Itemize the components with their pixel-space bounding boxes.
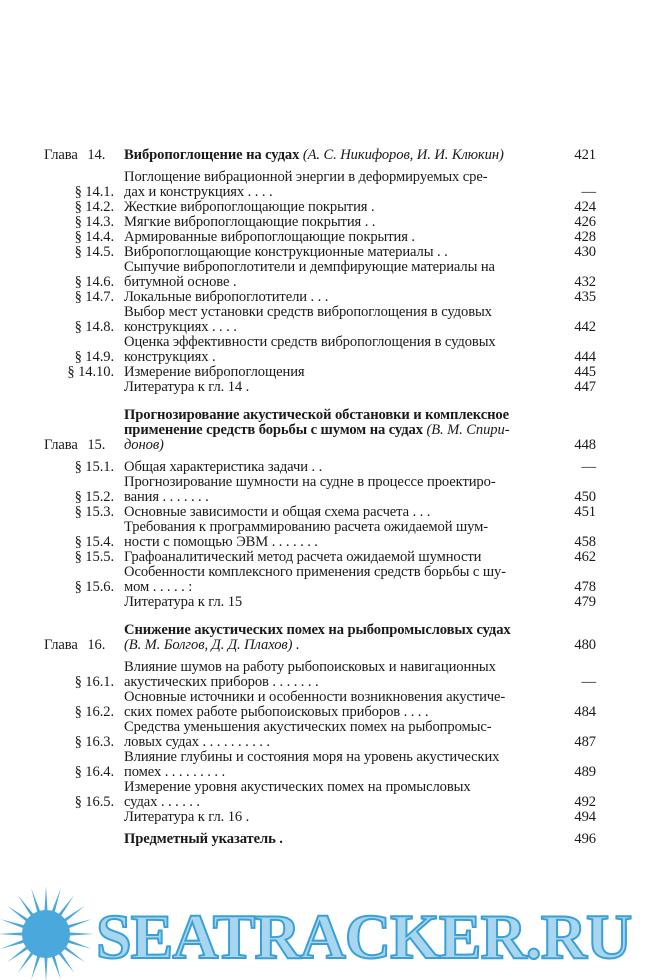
page-number: 489: [574, 764, 596, 780]
table-of-contents: [40, 148, 596, 847]
title-line: Прогнозирование акустической обстановки и комплексное: [124, 407, 509, 423]
entry-title: [124, 780, 552, 810]
entry-number: § 14.5.: [74, 244, 114, 260]
section-entry: [40, 335, 596, 365]
section-entry: [40, 460, 596, 475]
entry-title: [124, 623, 552, 653]
section-entry: [40, 505, 596, 520]
title-line: Сыпучие вибропоглотители и демпфирующие материалы на: [124, 259, 495, 275]
entry-title: [124, 230, 552, 245]
page-number: 447: [574, 379, 596, 395]
section-entry: [40, 780, 596, 810]
title-line: Мягкие вибропоглощающие покрытия . .: [124, 214, 376, 230]
entry-number: § 14.8.: [74, 319, 114, 335]
title-line: Локальные вибропоглотители . . .: [124, 289, 329, 305]
entry-title: [124, 520, 552, 550]
section-entry: [40, 200, 596, 215]
sun-logo-icon: [0, 880, 98, 980]
page-number: 428: [574, 229, 596, 245]
title-line: Оценка эффективности средств вибропоглощения в судовых: [124, 334, 496, 350]
page-number: 448: [574, 437, 596, 453]
entry-number: § 16.5.: [74, 794, 114, 810]
title-text: применение средств борьбы с шумом на судах: [124, 422, 423, 438]
page-number: 442: [574, 319, 596, 335]
watermark: [0, 880, 100, 980]
title-line: Литература к гл. 15: [124, 594, 243, 610]
page-number: 445: [574, 364, 596, 380]
entry-title: [124, 290, 552, 305]
section-entry: [40, 750, 596, 780]
section-entry: [40, 365, 596, 380]
section-entry: [40, 215, 596, 230]
entry-number: § 16.1.: [74, 674, 114, 690]
entry-title: [124, 200, 552, 215]
title-line: Вибропоглощающие конструкционные материалы . .: [124, 244, 448, 260]
title-line: акустических приборов . . . . . . .: [124, 674, 319, 690]
page-number: 462: [574, 549, 596, 565]
section-entry: [40, 520, 596, 550]
title-line: Армированные вибропоглощающие покрытия .: [124, 229, 415, 245]
entry-title: [124, 550, 552, 565]
entry-title: [124, 460, 552, 475]
title-line: судах . . . . . .: [124, 794, 200, 810]
title-line: помех . . . . . . . . .: [124, 764, 226, 780]
title-line: Литература к гл. 14 .: [124, 379, 250, 395]
title-line: ловых судах . . . . . . . . . .: [124, 734, 270, 750]
entry-title: [124, 245, 552, 260]
title-line: Основные источники и особенности возникновения акустиче-: [124, 689, 506, 705]
entry-number: § 15.4.: [74, 534, 114, 550]
entry-title: [124, 690, 552, 720]
title-line: конструкциях . . . .: [124, 319, 237, 335]
entry-title: [124, 170, 552, 200]
page-number: 492: [574, 794, 596, 810]
entry-number: § 14.9.: [74, 349, 114, 365]
entry-number: § 16.2.: [74, 704, 114, 720]
title-line: [124, 423, 552, 438]
entry-title: [124, 832, 552, 847]
entry-title: [124, 475, 552, 505]
entry-number: § 14.3.: [74, 214, 114, 230]
section-entry: [40, 290, 596, 305]
page-number: 444: [574, 349, 596, 365]
page-number: —: [581, 674, 596, 690]
entry-number: § 14.6.: [74, 274, 114, 290]
entry-title: [124, 305, 552, 335]
entry-number: Глава 16.: [44, 637, 106, 653]
section-entry: [40, 245, 596, 260]
entry-title: [124, 505, 552, 520]
section-entry: [40, 230, 596, 245]
entry-title: [124, 750, 552, 780]
entry-number: § 15.1.: [74, 459, 114, 475]
entry-title: [124, 365, 552, 380]
title-line: Общая характеристика задачи . .: [124, 459, 323, 475]
entry-title: [124, 720, 552, 750]
title-line: Влияние шумов на работу рыбопоисковых и навигационных: [124, 659, 496, 675]
entry-number: § 15.6.: [74, 579, 114, 595]
entry-number: Глава 15.: [44, 437, 106, 453]
entry-title: [124, 660, 552, 690]
page-number: 435: [574, 289, 596, 305]
title-line: Литература к гл. 16 .: [124, 809, 250, 825]
title-line: Предметный указатель .: [124, 831, 283, 847]
entry-number: § 16.3.: [74, 734, 114, 750]
entry-number: § 15.3.: [74, 504, 114, 520]
section-entry: [40, 305, 596, 335]
title-line: конструкциях .: [124, 349, 216, 365]
section-entry: [40, 595, 596, 610]
entry-title: [124, 148, 552, 163]
title-line: Выбор мест установки средств вибропоглощения в судовых: [124, 304, 492, 320]
title-line: ности с помощью ЭВМ . . . . . . .: [124, 534, 318, 550]
title-line: ских помех работе рыбопоисковых приборов . . . .: [124, 704, 429, 720]
entry-title: [124, 595, 552, 610]
entry-number: § 14.2.: [74, 199, 114, 215]
entry-number: § 14.1.: [74, 184, 114, 200]
title-line: Основные зависимости и общая схема расчета . . .: [124, 504, 431, 520]
entry-title: [124, 408, 552, 453]
authors: (В. М. Спири-: [426, 422, 510, 438]
title-line: Жесткие вибропоглощающие покрытия .: [124, 199, 375, 215]
entry-title: [124, 215, 552, 230]
section-entry: [40, 565, 596, 595]
entry-title: [124, 565, 552, 595]
page-number: 487: [574, 734, 596, 750]
entry-title: [124, 335, 552, 365]
title-line: дах и конструкциях . . . .: [124, 184, 273, 200]
entry-number: § 14.10.: [67, 364, 114, 380]
authors: (А. С. Никифоров, И. И. Клюкин): [302, 147, 504, 163]
section-entry: [40, 380, 596, 395]
title-line: Измерение вибропоглощения: [124, 364, 305, 380]
entry-title: [124, 260, 552, 290]
entry-title: [124, 380, 552, 395]
section-entry: [40, 660, 596, 690]
page-number: 426: [574, 214, 596, 230]
title-line: вания . . . . . . .: [124, 489, 209, 505]
section-entry: [40, 690, 596, 720]
entry-number: § 16.4.: [74, 764, 114, 780]
section-entry: [40, 475, 596, 505]
title-line: Требования к программированию расчета ожидаемой шум-: [124, 519, 489, 535]
page-number: 424: [574, 199, 596, 215]
page-number: —: [581, 459, 596, 475]
page-number: 480: [574, 637, 596, 653]
page-number: 458: [574, 534, 596, 550]
page-number: —: [581, 184, 596, 200]
title-line: Особенности комплексного применения средств борьбы с шу-: [124, 564, 506, 580]
section-entry: [40, 550, 596, 565]
page-number: 494: [574, 809, 596, 825]
chapter-entry: [40, 623, 596, 653]
title-line: Прогнозирование шумности на судне в процессе проектиро-: [124, 474, 496, 490]
page-number: 496: [574, 831, 596, 847]
page-number: 450: [574, 489, 596, 505]
index-entry: [40, 832, 596, 847]
authors: (В. М. Болгов, Д. Д. Плахов) .: [124, 637, 300, 653]
title-text: Вибропоглощение на судах: [124, 147, 300, 163]
title-line: Снижение акустических помех на рыбопромысловых судах: [124, 622, 511, 638]
section-entry: [40, 170, 596, 200]
page-number: 451: [574, 504, 596, 520]
title-line: мом . . . . . :: [124, 579, 193, 595]
watermark-text: SEATRACKER.RU: [96, 901, 632, 972]
authors: донов): [124, 437, 164, 453]
section-entry: [40, 260, 596, 290]
title-line: Графоаналитический метод расчета ожидаемой шумности: [124, 549, 482, 565]
title-line: битумной основе .: [124, 274, 237, 290]
title-line: Влияние глубины и состояния моря на уровень акустических: [124, 749, 500, 765]
page-number: 484: [574, 704, 596, 720]
title-line: Измерение уровня акустических помех на промысловых: [124, 779, 471, 795]
title-line: [124, 438, 552, 453]
page-number: 479: [574, 594, 596, 610]
entry-number: Глава 14.: [44, 147, 106, 163]
chapter-entry: [40, 408, 596, 453]
page-number: 421: [574, 147, 596, 163]
title-line: Средства уменьшения акустических помех на рыбопромыс-: [124, 719, 492, 735]
title-line: [124, 148, 552, 163]
page-number: 478: [574, 579, 596, 595]
chapter-entry: [40, 148, 596, 163]
entry-number: § 15.2.: [74, 489, 114, 505]
page-number: 430: [574, 244, 596, 260]
entry-number: § 14.7.: [74, 289, 114, 305]
entry-number: § 14.4.: [74, 229, 114, 245]
title-line: [124, 638, 552, 653]
section-entry: [40, 810, 596, 825]
section-entry: [40, 720, 596, 750]
entry-number: § 15.5.: [74, 549, 114, 565]
title-line: Поглощение вибрационной энергии в деформируемых сре-: [124, 169, 488, 185]
entry-title: [124, 810, 552, 825]
page-number: 432: [574, 274, 596, 290]
